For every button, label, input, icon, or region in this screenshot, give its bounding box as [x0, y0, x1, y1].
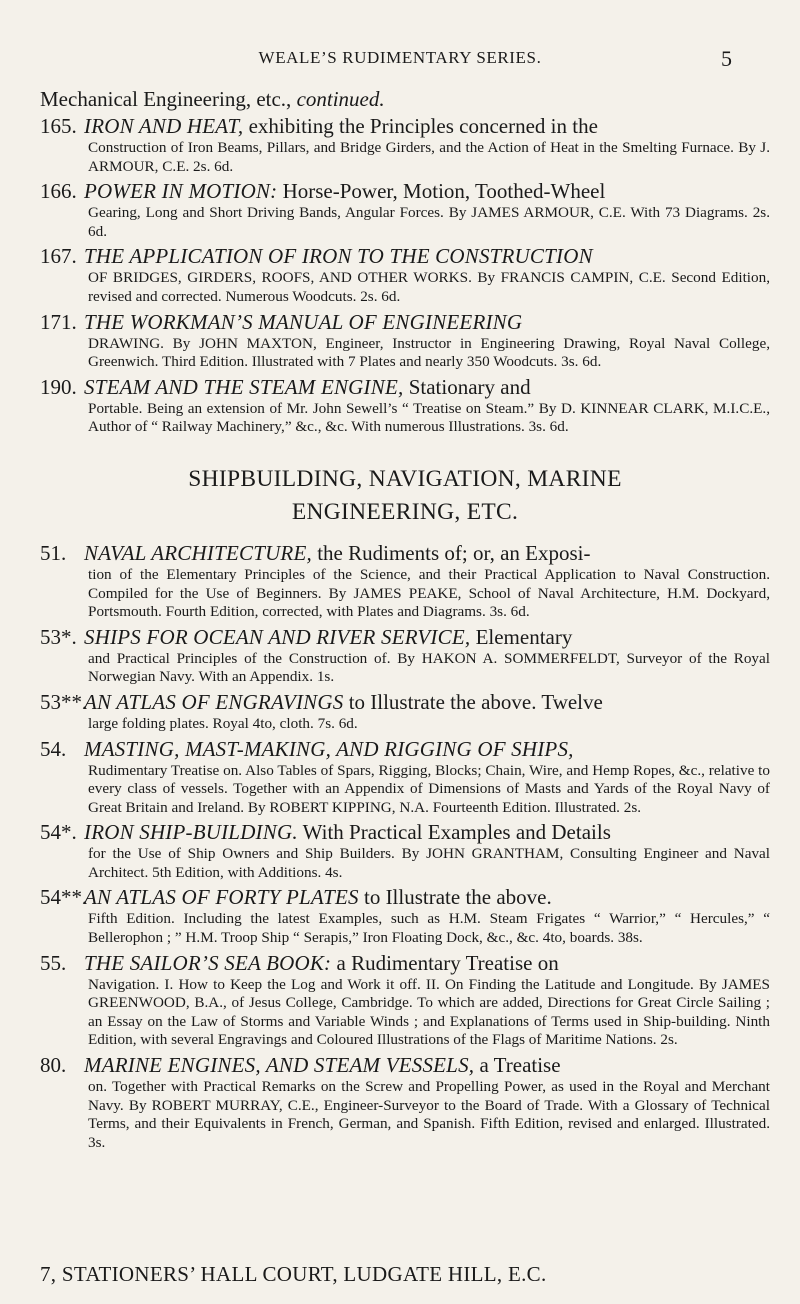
entry-first-line [84, 1053, 770, 1078]
entry-title: THE SAILOR’S SEA BOOK: [84, 950, 332, 975]
entry-first-line-rest: to Illustrate the above. [358, 885, 552, 910]
entry-first-line-rest: Horse-Power, Motion, Toothed-Wheel [277, 179, 606, 204]
entry-number: 55. [40, 950, 67, 975]
entry-body: Fifth Edition. Including the latest Examples, such as H.M. Steam Frigates “ Warrior,” “ Hercules,” “ Bellerophon ; ” H.M. Troop Ship “ Serapis,” Iron Floating Dock, &c., &c. 4to, boards. 38s. [88, 910, 770, 947]
entry-body: on. Together with Practical Remarks on the Screw and Propelling Power, as used in the Royal and Merchant Navy. By ROBERT MURRAY, C.E., Engineer-Surveyor to the Board of Trade. With a Glossary of Technical Terms, and their Equivalents in French, German, and Spanish. Fifth Edition, revised and enlarged. Illustrated. 3s. [88, 1078, 770, 1151]
entry-list-mechanical [40, 114, 770, 437]
section-continued-label: continued. [296, 87, 385, 111]
entry-body: for the Use of Ship Owners and Ship Builders. By JOHN GRANTHAM, Consulting Engineer and Naval Architect. 5th Edition, with Additions. 4s. [88, 845, 770, 881]
entry-title: IRON AND HEAT, [84, 114, 244, 138]
entry-first-line-rest: Stationary and [403, 374, 531, 399]
entry-list-shipbuilding [40, 541, 770, 1152]
catalogue-entry [40, 375, 770, 437]
entry-title: THE WORKMAN’S MANUAL OF ENGINEERING [84, 309, 523, 334]
entry-first-line [84, 114, 770, 139]
catalogue-entry [40, 951, 770, 1050]
entry-first-line [84, 820, 770, 845]
entry-first-line [84, 737, 770, 762]
entry-title: AN ATLAS OF FORTY PLATES [84, 885, 359, 910]
entry-number: 53**. [40, 689, 88, 714]
catalogue-entry [40, 114, 770, 176]
entry-title: THE APPLICATION OF IRON TO THE CONSTRUCTION [84, 244, 593, 269]
entry-first-line-rest: exhibiting the Principles concerned in the [243, 114, 598, 138]
entry-first-line [84, 244, 770, 269]
page-number: 5 [721, 46, 732, 71]
section-heading-mechanical [40, 86, 770, 112]
entry-first-line-rest: a Rudimentary Treatise on [331, 950, 559, 975]
entry-number: 190. [40, 374, 77, 399]
section-heading-shipbuilding [40, 463, 770, 529]
entry-body: Rudimentary Treatise on. Also Tables of Spars, Rigging, Blocks; Chain, Wire, and Hemp Ropes, &c., relative to every class of vessels. Together with an Appendix of Dimensions of Masts and Yards of the Royal Navy of Great Britain and Ireland. By ROBERT KIPPING, N.A. Fourteenth Edition. Illustrated. 2s. [88, 761, 770, 816]
catalogue-entry [40, 690, 770, 734]
entry-first-line [84, 885, 770, 910]
entry-first-line [84, 690, 770, 715]
entry-first-line [84, 951, 770, 976]
entry-first-line-rest: to Illustrate the above. Twelve [343, 689, 603, 714]
entry-first-line-rest: a Treatise [474, 1053, 561, 1078]
section-heading-text: Mechanical Engineering, etc., [40, 87, 292, 111]
entry-body: and Practical Principles of the Construction of. By HAKON A. SOMMERFELDT, Surveyor of the Royal Norwegian Navy. With an Appendix. 1s. [88, 649, 770, 686]
catalogue-entry [40, 820, 770, 882]
section-heading-line: SHIPBUILDING, NAVIGATION, MARINE [188, 465, 622, 492]
entry-first-line-rest: the Rudiments of; or, an Exposi- [311, 540, 591, 565]
entry-title: AN ATLAS OF ENGRAVINGS [84, 689, 344, 714]
entry-number: 54**. [40, 885, 88, 910]
entry-body: large folding plates. Royal 4to, cloth. 7s. 6d. [88, 714, 358, 732]
catalogue-entry [40, 179, 770, 241]
entry-title: NAVAL ARCHITECTURE, [84, 540, 312, 565]
entry-number: 80. [40, 1053, 67, 1078]
entry-number: 51. [40, 540, 67, 565]
catalogue-entry [40, 885, 770, 947]
entry-first-line-rest: With Practical Examples and Details [297, 820, 611, 845]
running-head [60, 48, 740, 78]
catalogue-entry [40, 541, 770, 622]
entry-body: OF BRIDGES, GIRDERS, ROOFS, AND OTHER WORKS. By FRANCIS CAMPIN, C.E. Second Edition, revised and corrected. Numerous Woodcuts. 2s. 6d. [88, 269, 770, 305]
catalogue-entry [40, 737, 770, 818]
publisher-address-footer: 7, STATIONERS’ HALL COURT, LUDGATE HILL, E.C. [40, 1262, 547, 1286]
entry-first-line [84, 375, 770, 400]
catalogue-entry [40, 625, 770, 687]
entry-title: POWER IN MOTION: [84, 179, 278, 204]
catalogue-entry [40, 244, 770, 306]
entry-number: 165. [40, 114, 77, 138]
entry-number: 166. [40, 179, 77, 204]
entry-body: DRAWING. By JOHN MAXTON, Engineer, Instructor in Engineering Drawing, Royal Naval College, Greenwich. Third Edition. Illustrated with 7 Plates and nearly 350 Woodcuts. 3s. 6d. [88, 334, 770, 371]
entry-number: 171. [40, 309, 77, 334]
entry-body: tion of the Elementary Principles of the Science, and their Practical Application to Naval Construction. Compiled for the Use of Beginners. By JAMES PEAKE, School of Naval Architecture, H.M. Dockyard, Portsmouth. Fourth Edition, corrected, with Plates and Diagrams. 3s. 6d. [88, 565, 770, 621]
entry-body: Navigation. I. How to Keep the Log and Work it off. II. On Finding the Latitude and Longitude. By JAMES GREENWOOD, B.A., of Jesus College, Cambridge. To which are added, Directions for Great Circle Sailing ; an Essay on the Law of Storms and Variable Winds ; and Explanations of Terms used in Ship-building. Ninth Edition, with several Engravings and Coloured Illustrations of the Flags of Maritime Nations. 2s. [88, 975, 770, 1049]
catalogue-entry [40, 1053, 770, 1152]
entry-first-line-rest: Elementary [470, 624, 573, 649]
entry-number: 54. [40, 736, 67, 761]
entry-title: SHIPS FOR OCEAN AND RIVER SERVICE, [84, 624, 471, 649]
running-title: WEALE’S RUDIMENTARY SERIES. [258, 48, 542, 67]
entry-title: STEAM AND THE STEAM ENGINE, [84, 374, 404, 399]
catalogue-entry [40, 310, 770, 372]
entry-number: 167. [40, 244, 77, 269]
section-heading-line: ENGINEERING, ETC. [291, 498, 519, 525]
entry-title: MASTING, MAST-MAKING, AND RIGGING OF SHIPS, [84, 736, 574, 761]
entry-body: Gearing, Long and Short Driving Bands, Angular Forces. By JAMES ARMOUR, C.E. With 73 Diagrams. 2s. 6d. [88, 204, 770, 240]
entry-number: 54*. [40, 820, 77, 845]
page-content [40, 86, 770, 1155]
entry-first-line [84, 310, 770, 335]
entry-title: IRON SHIP-BUILDING. [84, 820, 298, 845]
entry-first-line [84, 179, 770, 204]
entry-title: MARINE ENGINES, AND STEAM VESSELS, [84, 1053, 475, 1078]
entry-first-line [84, 625, 770, 650]
entry-body: Construction of Iron Beams, Pillars, and Bridge Girders, and the Action of Heat in the Smelting Furnace. By J. ARMOUR, C.E. 2s. 6d. [88, 139, 770, 175]
entry-first-line [84, 541, 770, 566]
entry-body: Portable. Being an extension of Mr. John Sewell’s “ Treatise on Steam.” By D. KINNEAR CLARK, M.I.C.E., Author of “ Railway Machinery,” &c., &c. With numerous Illustrations. 3s. 6d. [88, 399, 770, 436]
entry-number: 53*. [40, 624, 77, 649]
